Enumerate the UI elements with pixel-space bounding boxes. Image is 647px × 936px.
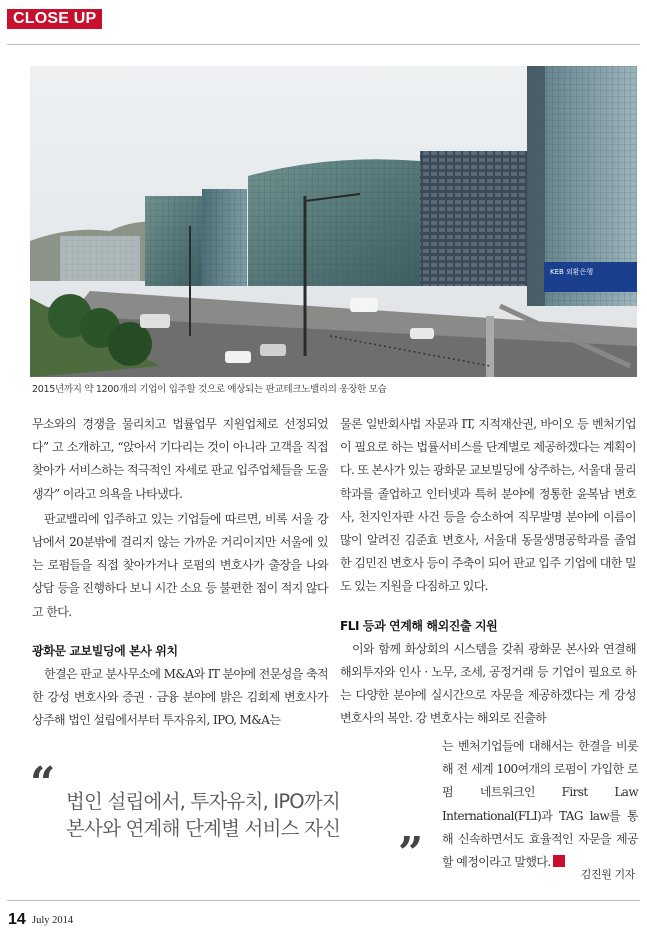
tree: [108, 322, 152, 366]
end-mark-icon: [553, 855, 565, 867]
paragraph: 한결은 판교 분사무소에 M&A와 IT 분야에 전문성을 축적한 강성 변호사와 증권 · 금융 분야에 밝은 김회제 변호사가 상주해 법인 설립에서부터 투자유치, IPO, M&A는: [32, 666, 328, 728]
paragraph: 는 벤처기업들에 대해서는 한결을 비롯해 전 세계 100여개의 로펌이 가입한 로펌 네트워크인 First Law International(FLI)과 TAG law를 통해 신속하면서도 효율적인 자문을 제공할 예정이라고 말했다.: [442, 739, 638, 870]
section-heading: FLI 등과 연계해 해외진출 지원: [340, 618, 498, 633]
office-building: [420, 151, 532, 286]
quote-open-mark: “: [30, 758, 56, 809]
bus: [140, 314, 170, 328]
bank-sign-text: KEB 외환은행: [550, 268, 594, 276]
left-column: [32, 413, 328, 732]
bank-sign: [544, 262, 637, 292]
wrapped-paragraph: [442, 735, 638, 874]
article-photo: [30, 66, 637, 377]
right-column: [340, 413, 636, 730]
pull-quote-line: 본사와 연계해 단계별 서비스 자신: [66, 817, 341, 840]
car: [410, 328, 434, 339]
issue-date: July 2014: [32, 915, 74, 926]
paragraph: 물론 일반회사법 자문과 IT, 지적재산권, 바이오 등 벤처기업이 필요로 하는 법률서비스를 단계별로 제공하겠다는 계획이다. 또 본사가 있는 광화문 교보빌딩에 상주하는, 서울대 물리학과를 졸업하고 인터넷과 특허 분야에 정통한 윤복남 변호사, 천지인자판 사건 등을 승소하여 직무발명 분야에 이름이 많이 알려진 김준효 변호사, 서울대 동물생명공학과를 졸업한 김민진 변호사 등이 주축이 되어 판교 입주 기업에 대한 밀도 있는 지원을 다짐하고 있다.: [340, 417, 636, 594]
paragraph: 이와 함께 화상회의 시스템을 갖춰 광화문 본사와 연결해 해외투자와 인사 · 노무, 조세, 공정거래 등 기업이 필요로 하는 다양한 분야에 실시간으로 자문을 제공하겠다는 게 강성 변호사의 복안. 강 변호사는 해외로 진출하: [340, 641, 636, 726]
car: [225, 351, 251, 363]
section-tag: CLOSE UP: [7, 9, 102, 29]
top-divider: [7, 44, 640, 45]
bus: [350, 298, 378, 312]
photo-caption: 2015년까지 약 1200개의 기업이 입주할 것으로 예상되는 판교테크노밸리의 웅장한 모습: [32, 384, 387, 395]
paragraph: 판교밸리에 입주하고 있는 기업들에 따르면, 비록 서울 강남에서 20분밖에 걸리지 않는 가까운 거리이지만 서울에 있는 로펌들을 직접 찾아가거나 로펌의 변호사가 출장을 나와 상담 등을 진행하다 보니 시간 소요 등 불편한 점이 적지 않다고 한다.: [32, 511, 328, 619]
byline: 김진원 기자: [580, 868, 635, 881]
pull-quote-line: 법인 설립에서, 투자유치, IPO까지: [66, 790, 340, 813]
section-heading: 광화문 교보빌딩에 본사 위치: [32, 643, 178, 658]
quote-close-mark: ”: [398, 828, 424, 879]
paragraph: 무소와의 경쟁을 물리치고 법률업무 지원업체로 선정되었다” 고 소개하고, “앉아서 기다리는 것이 아니라 고객을 직접 찾아가 서비스하는 적극적인 자세로 판교 입주업체들을 도울 생각” 이라고 의욕을 나타냈다.: [32, 417, 328, 501]
pull-quote: [66, 788, 406, 842]
car: [260, 344, 286, 356]
page-number: 14: [8, 911, 26, 928]
bottom-divider: [7, 900, 640, 901]
